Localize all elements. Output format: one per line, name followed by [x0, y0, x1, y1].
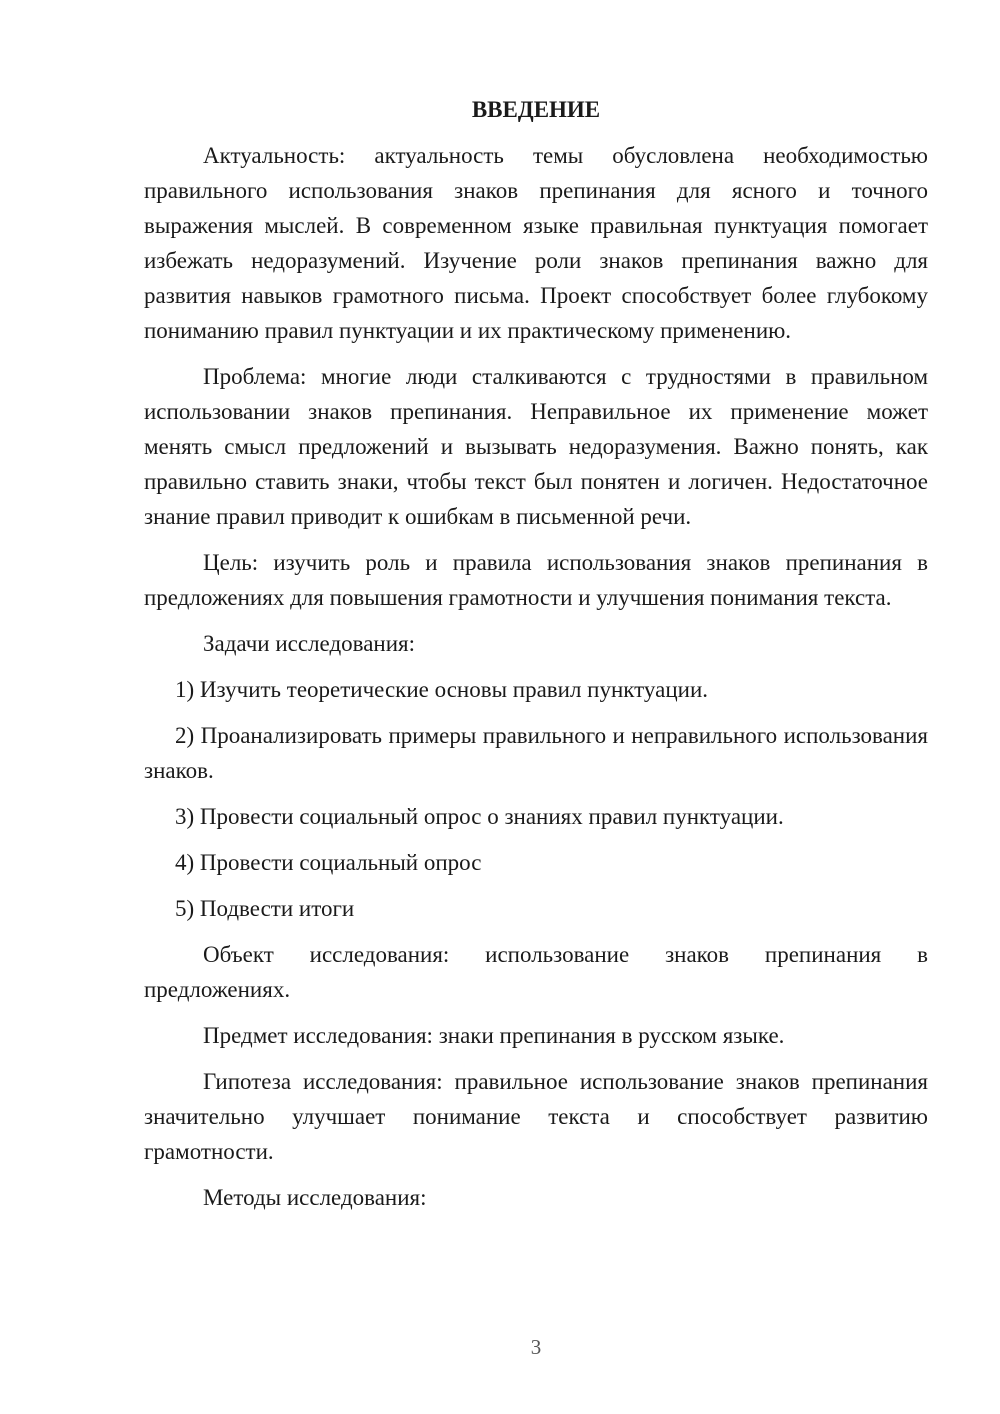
methods-heading: Методы исследования: [203, 1185, 427, 1210]
object-paragraph: Объект исследования: использование знаков препинания в предложениях. [144, 942, 928, 1002]
hypothesis-paragraph: Гипотеза исследования: правильное использование знаков препинания значительно улучшает понимание текста и способствует развитию грамотности. [144, 1069, 928, 1164]
task-item-2: 2) Проанализировать примеры правильного и неправильного использования знаков. [144, 723, 928, 783]
page-number: 3 [530, 1335, 542, 1359]
problem-paragraph: Проблема: многие люди сталкиваются с трудностями в правильном использовании знаков препинания. Неправильное их применение может менять смысл предложений и вызывать недоразумения. Важно понять, как правильно ставить знаки, чтобы текст был понятен и логичен. Недостаточное знание правил приводит к ошибкам в письменной речи. [144, 364, 928, 529]
tasks-heading: Задачи исследования: [203, 631, 416, 656]
page-content [144, 92, 928, 1226]
task-item-4: 4) Провести социальный опрос [175, 850, 482, 875]
section-title: ВВЕДЕНИЕ [471, 97, 601, 122]
subject-paragraph: Предмет исследования: знаки препинания в русском языке. [203, 1023, 785, 1048]
goal-paragraph: Цель: изучить роль и правила использования знаков препинания в предложениях для повышения грамотности и улучшения понимания текста. [144, 550, 928, 610]
task-item-5: 5) Подвести итоги [175, 896, 355, 921]
task-item-1: 1) Изучить теоретические основы правил пунктуации. [175, 677, 708, 702]
relevance-paragraph: Актуальность: актуальность темы обусловлена необходимостью правильного использования знаков препинания для ясного и точного выражения мыслей. В современном языке правильная пунктуация помогает избежать недоразумений. Изучение роли знаков препинания важно для развития навыков грамотного письма. Проект способствует более глубокому пониманию правил пунктуации и их практическому применению. [144, 143, 928, 343]
task-item-3: 3) Провести социальный опрос о знаниях правил пунктуации. [175, 804, 784, 829]
